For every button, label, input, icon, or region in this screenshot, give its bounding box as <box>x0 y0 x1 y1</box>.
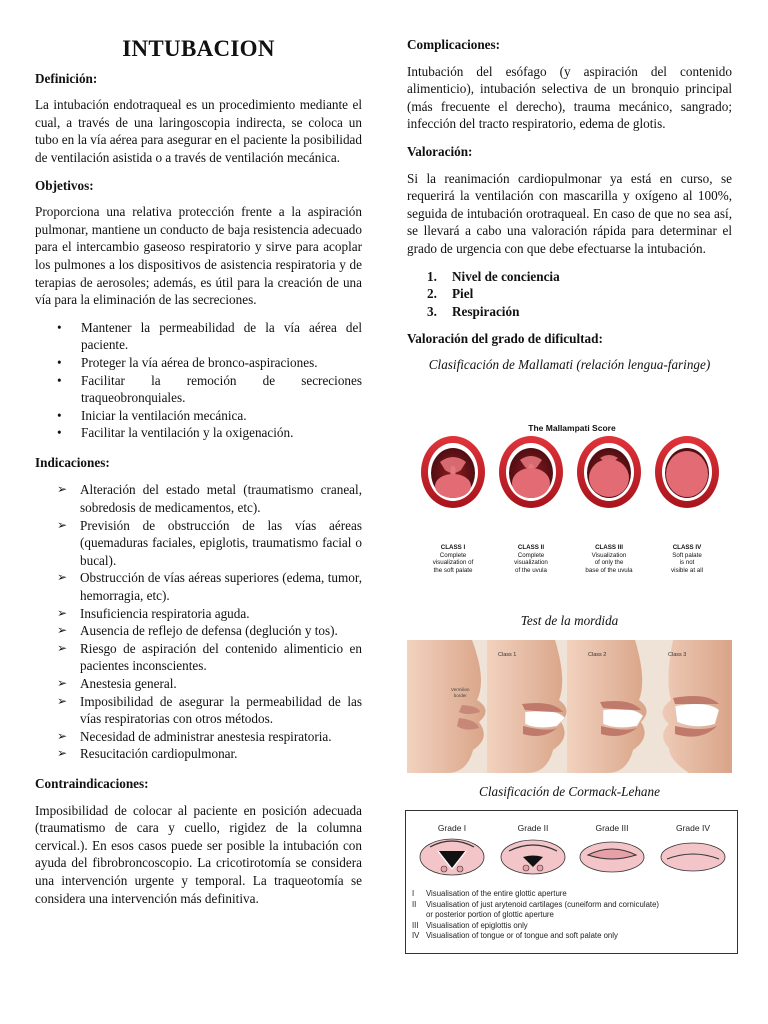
cormack-legend-row: III Visualisation of epiglottis only <box>412 920 528 930</box>
bite-label-class-2: Class 2 <box>588 652 607 658</box>
indicaciones-item: ➢ Insuficiencia respiratoria aguda. <box>35 605 362 623</box>
mallampati-class-label: CLASS I Complete visualization of the soft palate <box>432 544 474 574</box>
indicaciones-item: ➢ Ausencia de reflejo de defensa (deglución y tos). <box>35 622 362 640</box>
indicaciones-item: ➢ Alteración del estado metal (traumatismo craneal, sobredosis de medicamentos, etc). <box>35 481 362 516</box>
indicaciones-item: ➢ Resucitación cardiopulmonar. <box>35 745 362 763</box>
left-column <box>35 0 362 907</box>
valoracion-item <box>407 303 732 321</box>
indicaciones-item: ➢ Necesidad de administrar anestesia respiratoria. <box>35 728 362 746</box>
mallampati-title: The Mallampati Score <box>528 423 616 433</box>
mallampati-class-label: CLASS III Visualization of only the base of the uvula <box>585 544 633 574</box>
valoracion-heading: Valoración: <box>407 143 473 159</box>
page-title: INTUBACION <box>122 36 275 61</box>
grade-4-drawing <box>661 843 725 871</box>
dificultad-heading: Valoración del grado de dificultad: <box>407 331 603 347</box>
indicaciones-item: ➢ Riesgo de aspiración del contenido alimenticio en pacientes inconscientes. <box>35 640 362 675</box>
mallampati-class-label: CLASS IV Soft palate is not visible at all <box>671 544 703 574</box>
cormack-legend-row: or posterior portion of glottic aperture <box>426 910 554 920</box>
grade-3-drawing <box>580 842 644 872</box>
cormack-legend-row: II Visualisation of just arytenoid cartilages (cuneiform and corniculate) <box>412 899 660 909</box>
bite-label-class-3: Class 3 <box>668 652 687 658</box>
indicaciones-item: ➢ Imposibilidad de asegurar la permeabilidad de las vías respiratorias con otros métodos. <box>35 693 362 728</box>
bite-profile-2 <box>567 640 647 773</box>
valoracion-item-label: Respiración <box>452 303 520 319</box>
cormack-grade-label: Grade IV <box>675 823 711 833</box>
grade-2-drawing <box>501 840 565 874</box>
mordida-figure <box>407 640 732 773</box>
indicaciones-item: ➢ Previsión de obstrucción de las vías aéreas (quemaduras faciales, epiglotis, traumatismo facial o bucal). <box>35 517 362 570</box>
cormack-legend <box>412 889 659 942</box>
cormack-legend-row: I Visualisation of the entire glottic aperture <box>412 889 567 898</box>
bite-profile-0 <box>407 640 486 773</box>
valoracion-item-label: Nivel de conciencia <box>452 268 560 284</box>
cormack-grade-label: Grade III <box>595 823 629 833</box>
right-column <box>407 0 732 374</box>
cormack-caption: Clasificación de Cormack-Lehane <box>479 784 660 799</box>
mouth-class-3 <box>577 436 641 508</box>
cormack-figure <box>405 810 738 954</box>
definicion-heading: Definición: <box>35 70 98 86</box>
mouth-class-4 <box>655 436 719 508</box>
cormack-grade-label: Grade II <box>517 823 549 833</box>
mallampati-class-label: CLASS II Complete visualization of the uvula <box>514 544 548 574</box>
valoracion-item-number: 2. <box>427 286 437 302</box>
valoracion-item <box>407 285 732 303</box>
objetivos-item: • Iniciar la ventilación mecánica. <box>35 407 362 425</box>
mallampati-figure <box>407 412 737 588</box>
contraindicaciones-heading: Contraindicaciones: <box>35 775 149 791</box>
mouth-class-2 <box>499 436 563 508</box>
objetivos-item: • Mantener la permeabilidad de la vía aérea del paciente. <box>35 319 362 354</box>
mordida-caption: Test de la mordida <box>520 613 619 628</box>
cormack-legend-row: IV Visualisation of tongue or of tongue and soft palate only <box>412 931 618 941</box>
valoracion-list <box>407 268 732 321</box>
bite-label-class-1: Class 1 <box>498 652 517 658</box>
valoracion-item-number: 3. <box>427 303 437 319</box>
grade-1-drawing <box>420 839 484 875</box>
valoracion-item-number: 1. <box>427 268 437 284</box>
objetivos-item: • Proteger la vía aérea de bronco-aspiraciones. <box>35 354 362 372</box>
cormack-grade-label: Grade I <box>437 823 467 833</box>
valoracion-item <box>407 268 732 286</box>
complicaciones-text: Intubación del esófago (y aspiración del contenido alimenticio), intubación selectiva de un bronquio principal (más frecuente el derecho), trauma mecánico, sangrado; infección del tracto respiratorio, edema de glotis. <box>407 63 732 132</box>
vermilion-note: Vermilion border <box>451 687 470 698</box>
mouth-class-1 <box>421 436 485 508</box>
indicaciones-list <box>35 481 362 763</box>
contraindicaciones-text: Imposibilidad de colocar al paciente en posición adecuada (traumatismo de cara y cuello, rigidez de la columna cervical.). En esos casos puede ser posible la intubación con ayuda del fibrobroncoscopio. La cricotirotomía se considera una intervención urgente y temporal. La traqueotomía se considera una intervención más definitiva. <box>35 802 362 906</box>
indicaciones-heading: Indicaciones: <box>35 454 110 470</box>
valoracion-item-label: Piel <box>452 286 474 302</box>
bite-profile-3 <box>649 640 732 773</box>
complicaciones-heading: Complicaciones: <box>407 37 501 52</box>
valoracion-text: Si la reanimación cardiopulmonar ya está en curso, se requerirá la ventilación con mascarilla y oxígeno al 100%, seguida de intubación orotraqueal. En caso de que no sea así, se llevará a cabo una valoración rápida para determinar el grado de urgencia con que debe efectuarse la intubación. <box>407 170 732 256</box>
indicaciones-item: ➢ Obstrucción de vías aéreas superiores (edema, tumor, hemorragia, etc). <box>35 569 362 604</box>
definicion-text: La intubación endotraqueal es un procedimiento mediante el cual, a través de una laringoscopia indirecta, se coloca un tubo en la vía aérea para asegurar en el paciente la posibilidad de ventilación asistida o a través de ventilación mecánica. <box>35 97 362 165</box>
mallampati-caption: Clasificación de Mallamati (relación lengua-faringe) <box>428 356 711 372</box>
objetivos-item: • Facilitar la ventilación y la oxigenación. <box>35 424 362 442</box>
objetivos-heading: Objetivos: <box>35 177 94 193</box>
objetivos-item: • Facilitar la remoción de secreciones traqueobronquiales. <box>35 372 362 407</box>
objetivos-list <box>35 319 362 442</box>
objetivos-text: Proporciona una relativa protección frente a la aspiración pulmonar, mantiene un conducto de baja resistencia adecuado para el intercambio gaseoso respiratorio y sirve para acoplar los pulmones a los dispositivos de asistencia respiratoria y de terapias de aerosoles; además, es útil para la creación de una vía para la eliminación de las secreciones. <box>35 204 362 308</box>
indicaciones-item: ➢ Anestesia general. <box>35 675 362 693</box>
